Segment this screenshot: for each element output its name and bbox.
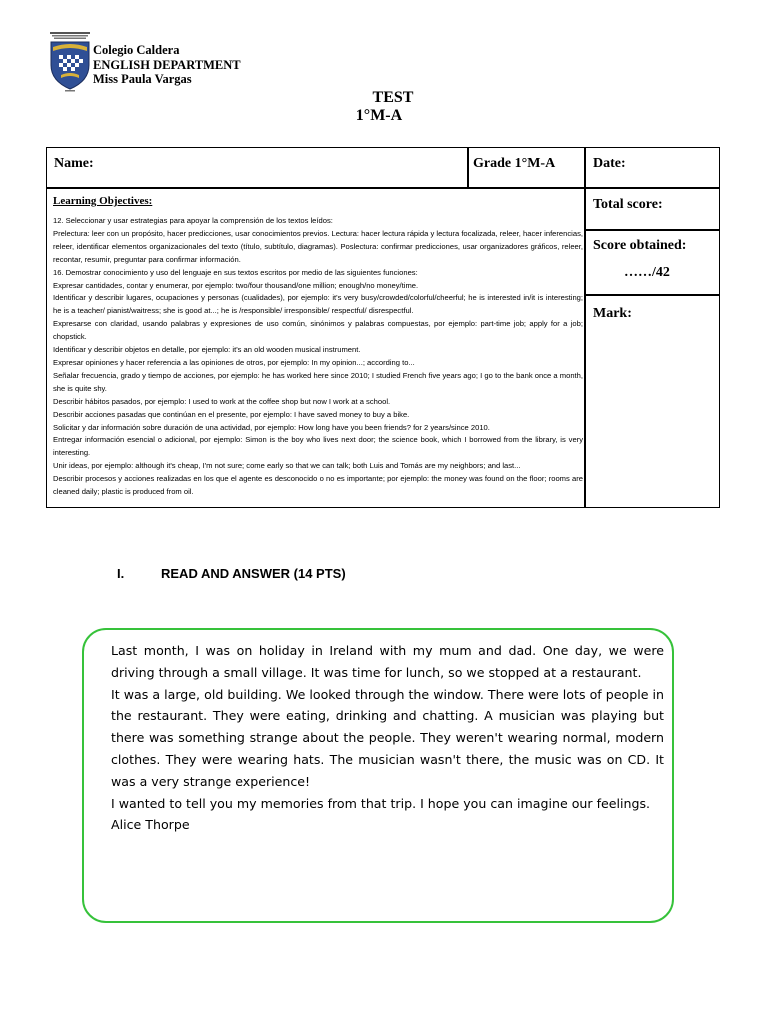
- info-table: [46, 147, 720, 508]
- objective-line: Describir procesos y acciones realizadas en los que el agente es desconocido o no es importante; por ejemplo: the money was found on the floor; rooms are cleaned daily; plastic is produced from oil.: [53, 474, 583, 497]
- score-obtained-label: Score obtained:: [593, 238, 687, 253]
- objective-line: Prelectura: leer con un propósito, hacer predicciones, usar conocimientos previos. Lectura: hacer lectura rápida y lectura focalizada, releer, hacer inferencias, releer, identificar elementos organizacionales del texto (título, subtítulo, diagramas). Poslectura: confirmar predicciones, usar organizadores gráficos, releer, recontar, resumir, preguntar para confirmar información.: [53, 228, 583, 264]
- date-field-label: Date:: [593, 156, 626, 171]
- section-title: READ AND ANSWER (14 PTS): [161, 566, 346, 581]
- passage-paragraph: Last month, I was on holiday in Ireland with my mum and dad. One day, we were driving through a small village. It was time for lunch, so we stopped at a restaurant.: [111, 643, 664, 680]
- total-score-label: Total score:: [593, 197, 663, 212]
- department-name: ENGLISH DEPARTMENT: [93, 57, 241, 72]
- table-divider: [584, 294, 719, 296]
- objective-line: Expresarse con claridad, usando palabras y expresiones de uso común, sinónimos y palabras compuestas, por ejemplo: part-time job; apply for a job; chopstick.: [53, 319, 583, 342]
- table-divider: [584, 148, 586, 507]
- objective-line: Describir hábitos pasados, por ejemplo: I used to work at the coffee shop but now I work at a school.: [53, 396, 391, 406]
- reading-passage-box: [82, 628, 674, 923]
- table-divider: [584, 229, 719, 231]
- grade-label: Grade 1°M-A: [473, 156, 556, 171]
- table-divider: [467, 148, 469, 188]
- mark-field-label: Mark:: [593, 306, 632, 321]
- objective-line: Identificar y describir lugares, ocupaciones y personas (cualidades), por ejemplo: it's very busy/crowded/colorful/cheerful; he is interested in/it is interesting; he is a teacher/ pianist/waitress; she is good at...; he is /responsible/ irresponsible/ respectful/ disrespectful.: [53, 293, 583, 316]
- objective-line: Señalar frecuencia, grado y tiempo de acciones, por ejemplo: he has worked here since 2010; I studied French five years ago; I go to the bank once a month, she is quite shy.: [53, 370, 583, 393]
- objective-line: Solicitar y dar información sobre duración de una actividad, por ejemplo: How long have you been friends? for 2 years/since 2010.: [53, 422, 490, 432]
- passage-signature: Alice Thorpe: [111, 817, 190, 833]
- reading-passage: [111, 640, 664, 836]
- table-divider: [47, 187, 719, 189]
- objectives-heading: Learning Objectives:: [53, 195, 153, 207]
- school-crest-icon: [47, 31, 93, 93]
- test-title: [0, 89, 768, 125]
- learning-objectives: [53, 194, 583, 499]
- passage-paragraph: I wanted to tell you my memories from that trip. I hope you can imagine our feelings.: [111, 795, 651, 811]
- teacher-name: Miss Paula Vargas: [93, 72, 192, 86]
- school-header: [93, 43, 241, 87]
- objective-line: Expresar cantidades, contar y enumerar, por ejemplo: two/four thousand/one million; enough/no money/time.: [53, 280, 419, 290]
- objective-line: Expresar opiniones y hacer referencia a las opiniones de otros, por ejemplo: In my opinion...; according to...: [53, 357, 415, 367]
- passage-paragraph: It was a large, old building. We looked through the window. There were lots of people in the restaurant. They were eating, drinking and chatting. A musician was playing but there was something strange about the people. They weren't wearing normal, modern clothes. They were wearing hats. The musician wasn't there, the music was on CD. It was a very strange experience!: [111, 686, 664, 789]
- objective-line: Entregar información esencial o adicional, por ejemplo: Simon is the boy who lives next door; the science book, which I borrowed from the library, is very interesting.: [53, 435, 583, 458]
- objective-line: Describir acciones pasadas que continúan en el presente, por ejemplo: I have saved money to buy a bike.: [53, 409, 410, 419]
- section-heading: [117, 566, 346, 581]
- score-value: ……/42: [624, 265, 670, 280]
- school-name: Colegio Caldera: [93, 43, 180, 57]
- title-line-class: 1°M-A: [355, 107, 403, 124]
- objective-line: Identificar y describir objetos en detalle, por ejemplo: it's an old wooden musical instrument.: [53, 345, 361, 355]
- objective-line: 12. Seleccionar y usar estrategias para apoyar la comprensión de los textos leídos:: [53, 216, 333, 225]
- title-line-test: TEST: [372, 89, 414, 106]
- section-number: I.: [117, 566, 125, 581]
- objective-line: 16. Demostrar conocimiento y uso del lenguaje en sus textos escritos por medio de las siguientes funciones:: [53, 267, 418, 277]
- objective-line: Unir ideas, por ejemplo: although it's cheap, I'm not sure; come early so that we can talk; both Luis and Tomás are my neighbors; and last...: [53, 461, 521, 471]
- name-field-label: Name:: [54, 156, 94, 171]
